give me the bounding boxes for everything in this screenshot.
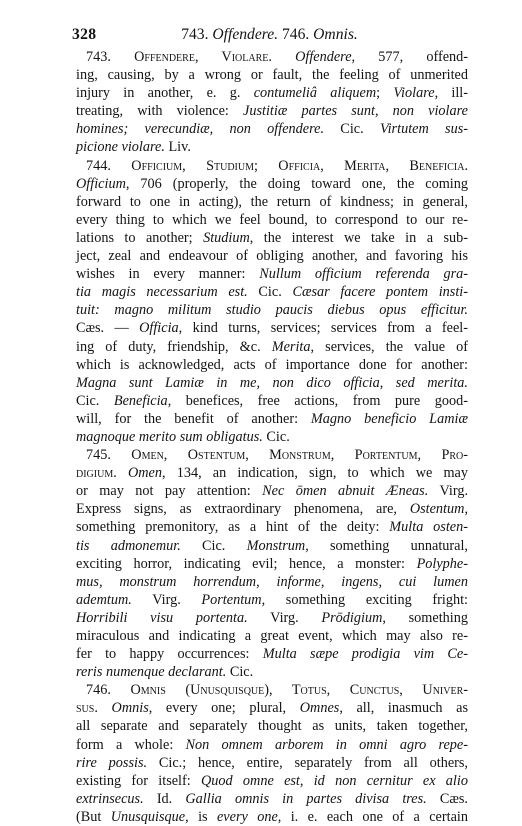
text-line: injury in another, e. g. contumeliâ aliquem; Violare, ill- xyxy=(76,85,468,102)
text-line: something premonitory, as a hint of the deity: Multa osten- xyxy=(76,519,468,536)
text-line: miraculous and indicating a great event, which may also re- xyxy=(76,628,468,644)
text-line: fer to happy occurrences: Multa sæpe prodigia vim Ce- xyxy=(76,646,468,663)
text-line: ing, causing, by a wrong or fault, the feeling of unmerited xyxy=(76,67,468,84)
text-line: which is acknowledged, acts of importance done for another: xyxy=(76,356,468,373)
text-line: picione violare. Liv. xyxy=(76,139,191,156)
text-line: reris numenque declarant. Cic. xyxy=(76,664,254,681)
text-line: or may not pay attention: Nec ōmen abnuit Æneas. Virg. xyxy=(76,483,469,500)
body-text xyxy=(76,48,468,826)
text-line: exciting horror, indicating evil; hence, a monster: Polyphe- xyxy=(76,555,468,572)
text-line: magnoque merito sum obligatus. Cic. xyxy=(76,428,290,445)
text-line: 746. Omnis (Unusquisque), Totus, Cunctus, Univer- xyxy=(86,682,468,699)
text-line: all separate and separately thought as units, taken together, xyxy=(76,718,468,735)
text-line: wishes in every manner: Nullum officium referenda gra- xyxy=(76,266,468,283)
text-line: will, for the benefit of another: Magno beneficio Lamiæ xyxy=(76,410,468,427)
text-line: sus. Omnis, every one; plural, Omnes, all, inasmuch as xyxy=(76,700,468,717)
text-line: tuit: magno militum studio paucis diebus opus efficitur. xyxy=(76,302,468,319)
text-line: extrinsecus. Id. Gallia omnis in partes divisa tres. Cæs. xyxy=(76,790,468,807)
text-line: Magna sunt Lamiæ in me, non dico officia, sed merita. xyxy=(76,374,468,391)
text-line: 745. Omen, Ostentum, Monstrum, Portentum, Pro- xyxy=(86,447,469,464)
text-line: (But Unusquisque, is every one, i. e. each one of a certain xyxy=(76,808,468,825)
text-line: ject, zeal and endeavour of obliging another, and favoring his xyxy=(76,248,468,265)
text-line: Express signs, as extraordinary phenomena, are, Ostentum, xyxy=(76,501,468,518)
text-line: every thing to which we feel bound, to correspond to our re- xyxy=(76,211,468,228)
text-line: ademtum. Virg. Portentum, something exciting fright: xyxy=(76,591,468,608)
text-line: ing of duty, friendship, &c. Merita, services, the value of xyxy=(76,338,468,355)
text-line: Horribili visu portenta. Virg. Prōdigium, something xyxy=(76,609,469,626)
text-line: existing for itself: Quod omne est, id non cernitur ex alio xyxy=(76,772,468,789)
text-line: tia magis necessarium est. Cic. Cæsar facere pontem insti- xyxy=(76,284,468,301)
text-line: Cæs. — Officia, kind turns, services; services from a feel- xyxy=(76,320,468,337)
text-line: homines; verecundiæ, non offendere. Cic. Virtutem sus- xyxy=(76,121,469,138)
page-number: 328 xyxy=(72,26,97,43)
text-line: form a whole: Non omnem arborem in omni agro repe- xyxy=(76,736,468,753)
text-line: lations to another; Studium, the interest we take in a sub- xyxy=(76,229,468,246)
text-line: mus, monstrum horrendum, informe, ingens, cui lumen xyxy=(76,573,468,590)
text-line: rire possis. Cic.; hence, entire, separately from all others, xyxy=(76,754,468,771)
text-line: treating, with violence: Justitiæ partes sunt, non violare xyxy=(76,103,468,120)
text-line: 744. Officium, Studium; Officia, Merita, Beneficia. xyxy=(86,157,469,174)
page-header xyxy=(72,26,467,46)
text-line: Officium, 706 (properly, the doing toward one, the coming xyxy=(76,175,468,192)
running-title: 743. Offendere. 746. Omnis. xyxy=(181,26,358,43)
text-line: forward to one in acting), the return of kindness; in general, xyxy=(76,193,468,210)
text-line: tis admonemur. Cic. Monstrum, something unnatural, xyxy=(76,537,468,554)
text-line: digium. Omen, 134, an indication, sign, to which we may xyxy=(76,465,469,482)
text-line: 743. Offendere, Violare. Offendere, 577, offend- xyxy=(86,49,469,65)
text-line: Cic. Beneficia, benefices, free actions, from pure good- xyxy=(76,392,468,409)
